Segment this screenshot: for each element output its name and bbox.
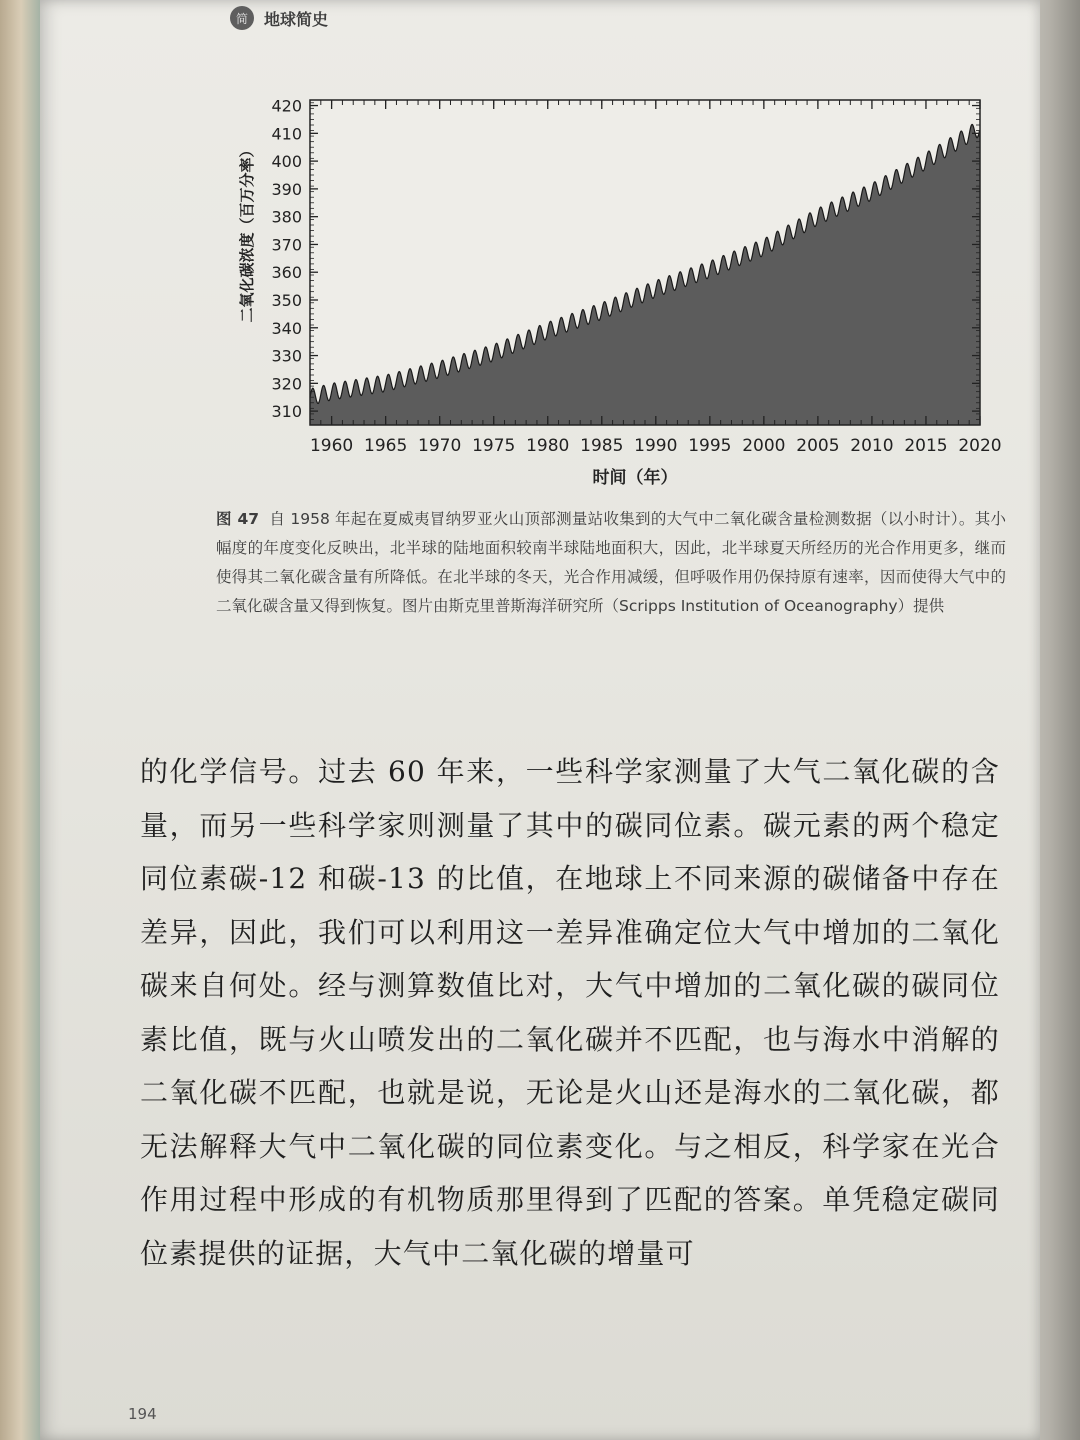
x-tick-label: 2015 — [904, 436, 948, 456]
x-tick-label: 2020 — [958, 436, 1002, 456]
x-tick-label: 1975 — [472, 436, 516, 456]
seal-icon: 简 — [230, 6, 254, 30]
x-tick-label: 1985 — [580, 436, 624, 456]
x-tick-label: 1980 — [526, 436, 570, 456]
page-number: 194 — [128, 1405, 157, 1423]
caption-text: 自 1958 年起在夏威夷冒纳罗亚火山顶部测量站收集到的大气中二氧化碳含量检测数据（以小时计）。其小幅度的年度变化反映出，北半球的陆地面积较南半球陆地面积大，因此，北半球夏天所经历的光合作用更多，继而使得其二氧化碳含量有所降低。在北半球的冬天，光合作用减缓，但呼吸作用仍保持原有速率，因而使得大气中的二氧化碳含量又得到恢复。图片由斯克里普斯海洋研究所（Scripps Institution of Oceanography）提供 — [216, 510, 1007, 615]
x-tick-label: 1965 — [364, 436, 408, 456]
book-page — [40, 0, 1040, 1440]
x-tick-label: 2000 — [742, 436, 786, 456]
x-axis-title: 时间（年） — [592, 468, 678, 488]
x-tick-label: 1990 — [634, 436, 678, 456]
y-tick-label: 420 — [271, 96, 302, 116]
y-tick-label: 350 — [271, 291, 302, 310]
y-tick-label: 410 — [271, 124, 302, 144]
co2-chart — [210, 80, 1010, 500]
figure-caption — [216, 505, 1006, 621]
y-tick-label: 360 — [271, 263, 302, 283]
y-tick-label: 320 — [271, 374, 302, 394]
y-tick-label: 400 — [271, 152, 302, 172]
y-tick-label: 330 — [271, 346, 302, 366]
body-text — [140, 745, 1000, 1280]
body-paragraph: 的化学信号。过去 60 年来，一些科学家测量了大气二氧化碳的含量，而另一些科学家则测量了其中的碳同位素。碳元素的两个稳定同位素碳-12 和碳-13 的比值，在地球上不同来源的碳储备中存在差异，因此，我们可以利用这一差异准确定位大气中增加的二氧化碳来自何处。经与测算数值比对，大气中增加的二氧化碳的碳同位素比值，既与火山喷发出的二氧化碳并不匹配，也与海水中消解的二氧化碳不匹配，也就是说，无论是火山还是海水的二氧化碳，都无法解释大气中二氧化碳的同位素变化。与之相反，科学家在光合作用过程中形成的有机物质那里得到了匹配的答案。单凭稳定碳同位素提供的证据，大气中二氧化碳的增量可 — [140, 755, 1000, 1270]
x-tick-label: 2005 — [796, 436, 840, 456]
x-tick-label: 1995 — [688, 436, 732, 456]
y-tick-label: 340 — [271, 318, 302, 338]
y-tick-label: 390 — [271, 179, 302, 199]
y-axis-title: 二氧化碳浓度（百万分率） — [238, 142, 256, 323]
x-tick-label: 1970 — [418, 436, 462, 456]
x-tick-label: 2010 — [850, 436, 894, 456]
y-tick-label: 310 — [271, 402, 302, 422]
chart-svg — [210, 80, 1010, 500]
running-header — [230, 4, 328, 32]
y-tick-label: 370 — [271, 235, 302, 255]
figure-number: 图 47 — [216, 510, 260, 528]
x-tick-label: 1960 — [309, 436, 354, 456]
book-title: 地球简史 — [264, 9, 329, 29]
y-tick-label: 380 — [271, 207, 302, 227]
